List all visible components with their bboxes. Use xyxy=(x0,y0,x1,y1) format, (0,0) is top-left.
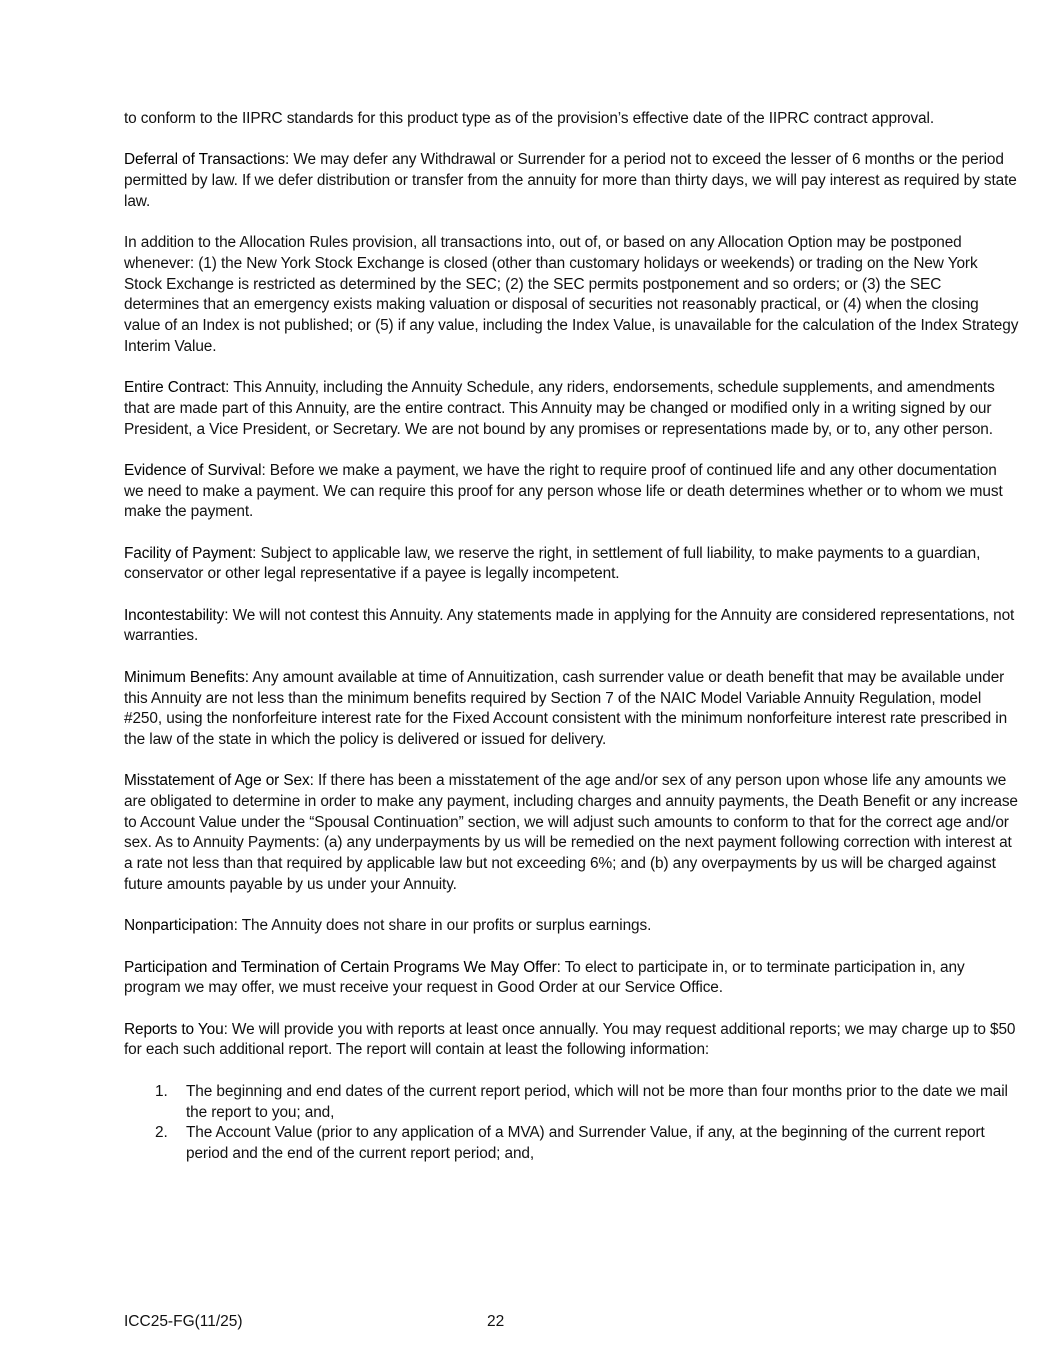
section-term: Entire Contract xyxy=(124,379,226,397)
list-item-number: 1. xyxy=(155,1082,168,1100)
list-item-text: The beginning and end dates of the current report period, which will not be more than four months prior to the date we mail the report to you; and, xyxy=(186,1082,1008,1121)
section-minimum-benefits xyxy=(124,668,1019,751)
section-term: Facility of Payment xyxy=(124,544,253,562)
list-item-text: The Account Value (prior to any application of a MVA) and Surrender Value, if any, at the beginning of the current report period and the end of the current report period; and, xyxy=(186,1124,985,1162)
section-body: : We will not contest this Annuity. Any statements made in applying for the Annuity are considered representations, not warranties. xyxy=(124,606,1015,645)
section-reports-to-you xyxy=(124,1020,1019,1061)
section-body: : We will provide you with reports at least once annually. You may request additional reports; we may charge up to $50 for each such additional report. The report will contain at least the following information: xyxy=(124,1020,1016,1059)
document-body xyxy=(124,109,1019,1165)
section-facility-of-payment xyxy=(124,544,1019,585)
section-body: Any amount available at time of Annuitization, cash surrender value or death benefit that may be available under this Annuity are not less than the minimum benefits required by Section 7 of the NAIC Model Variable Annuity Regulation, model #250, using the nonforfeiture interest rate for the Fixed Account consistent with the minimum nonforfeiture interest rate prescribed in the law of the state in which the policy is delivered or issued for delivery. xyxy=(124,668,1008,748)
section-term: Nonparticipation xyxy=(124,917,234,935)
section-term: Evidence of Survival xyxy=(124,461,262,479)
section-body: In addition to the Allocation Rules provision, all transactions into, out of, or based on any Allocation Option may be postponed whenever: (1) the New York Stock Exchange is closed (other than customary holidays or weekends) or trading on the New York Stock Exchange is restricted as determined by the SEC; (2) the SEC permits postponement and so orders; or (3) the SEC determines that an emergency exists making valuation or disposal of securities not reasonably practical, or (4) when the closing value of an Index is not published; or (5) if any value, including the Index Value, is unavailable for the calculation of the Index Strategy Interim Value. xyxy=(124,234,1019,355)
section-participation-and-termination xyxy=(124,958,1019,999)
form-number: ICC25-FG(11/25) xyxy=(124,1313,243,1330)
section-term: Incontestability xyxy=(124,606,225,624)
section-body: : Subject to applicable law, we reserve the right, in settlement of full liability, to make payments to a guardian, conservator or other legal representative if a payee is legally incompetent. xyxy=(124,544,981,583)
section-body: : Before we make a payment, we have the right to require proof of continued life and any other documentation we need to make a payment. We can require this proof for any person whose life or death determines whether or to whom we must make the payment. xyxy=(124,461,1003,521)
section-term: Reports to You xyxy=(124,1020,224,1038)
section-term: Misstatement of Age or Sex: xyxy=(124,772,314,790)
list-item xyxy=(155,1123,1019,1164)
section-term: Participation and Termination of Certain Programs We May Offer xyxy=(124,958,557,976)
section-body: : The Annuity does not share in our profits or surplus earnings. xyxy=(233,917,652,935)
section-body: We may defer any Withdrawal or Surrender for a period not to exceed the lesser of 6 months or the period permitted by law. If we defer distribution or transfer from the annuity for more than thirty days, we will pay interest as required by state law. xyxy=(124,151,1017,210)
section-body: : This Annuity, including the Annuity Schedule, any riders, endorsements, schedule supplements, and amendments that are made part of this Annuity, are the entire contract. This Annuity may be changed or modified only in a writing signed by our President, a Vice President, or Secretary. We are not bound by any promises or representations made by, or to, any other person. xyxy=(124,379,995,438)
page-number: 22 xyxy=(487,1313,505,1330)
section-evidence-of-survival xyxy=(124,461,1019,523)
intro-paragraph: to conform to the IIPRC standards for this product type as of the provision’s effective date of the IIPRC contract approval. xyxy=(124,110,935,127)
section-misstatement-of-age-or-sex xyxy=(124,771,1019,895)
list-item-number: 2. xyxy=(155,1124,168,1142)
section-postponement xyxy=(124,233,1019,357)
section-entire-contract xyxy=(124,378,1019,440)
section-deferral-of-transactions xyxy=(124,150,1019,212)
report-information-list xyxy=(124,1082,1019,1165)
section-term: Minimum Benefits: xyxy=(124,668,249,686)
section-incontestability xyxy=(124,606,1019,647)
section-nonparticipation xyxy=(124,916,1019,937)
section-body: If there has been a misstatement of the age and/or sex of any person upon whose life any amounts we are obligated to determine in order to make any payment, including charges and annuity payments, the Death Benefit or any increase to Account Value under the “Spousal Continuation” section, we will adjust such amounts to conform to that for the correct age and/or sex. As to Annuity Payments: (a) any underpayments by us will be remedied on the next payment following correction with interest at a rate not less than that required by applicable law but not exceeding 6%; and (b) any overpayments by us will be charged against future amounts payable by us under your Annuity. xyxy=(124,772,1018,893)
section-body: : To elect to participate in, or to terminate participation in, any program we may offer, we must receive your request in Good Order at our Service Office. xyxy=(124,958,965,997)
section-term: Deferral of Transactions: xyxy=(124,151,290,169)
list-item xyxy=(155,1082,1019,1123)
